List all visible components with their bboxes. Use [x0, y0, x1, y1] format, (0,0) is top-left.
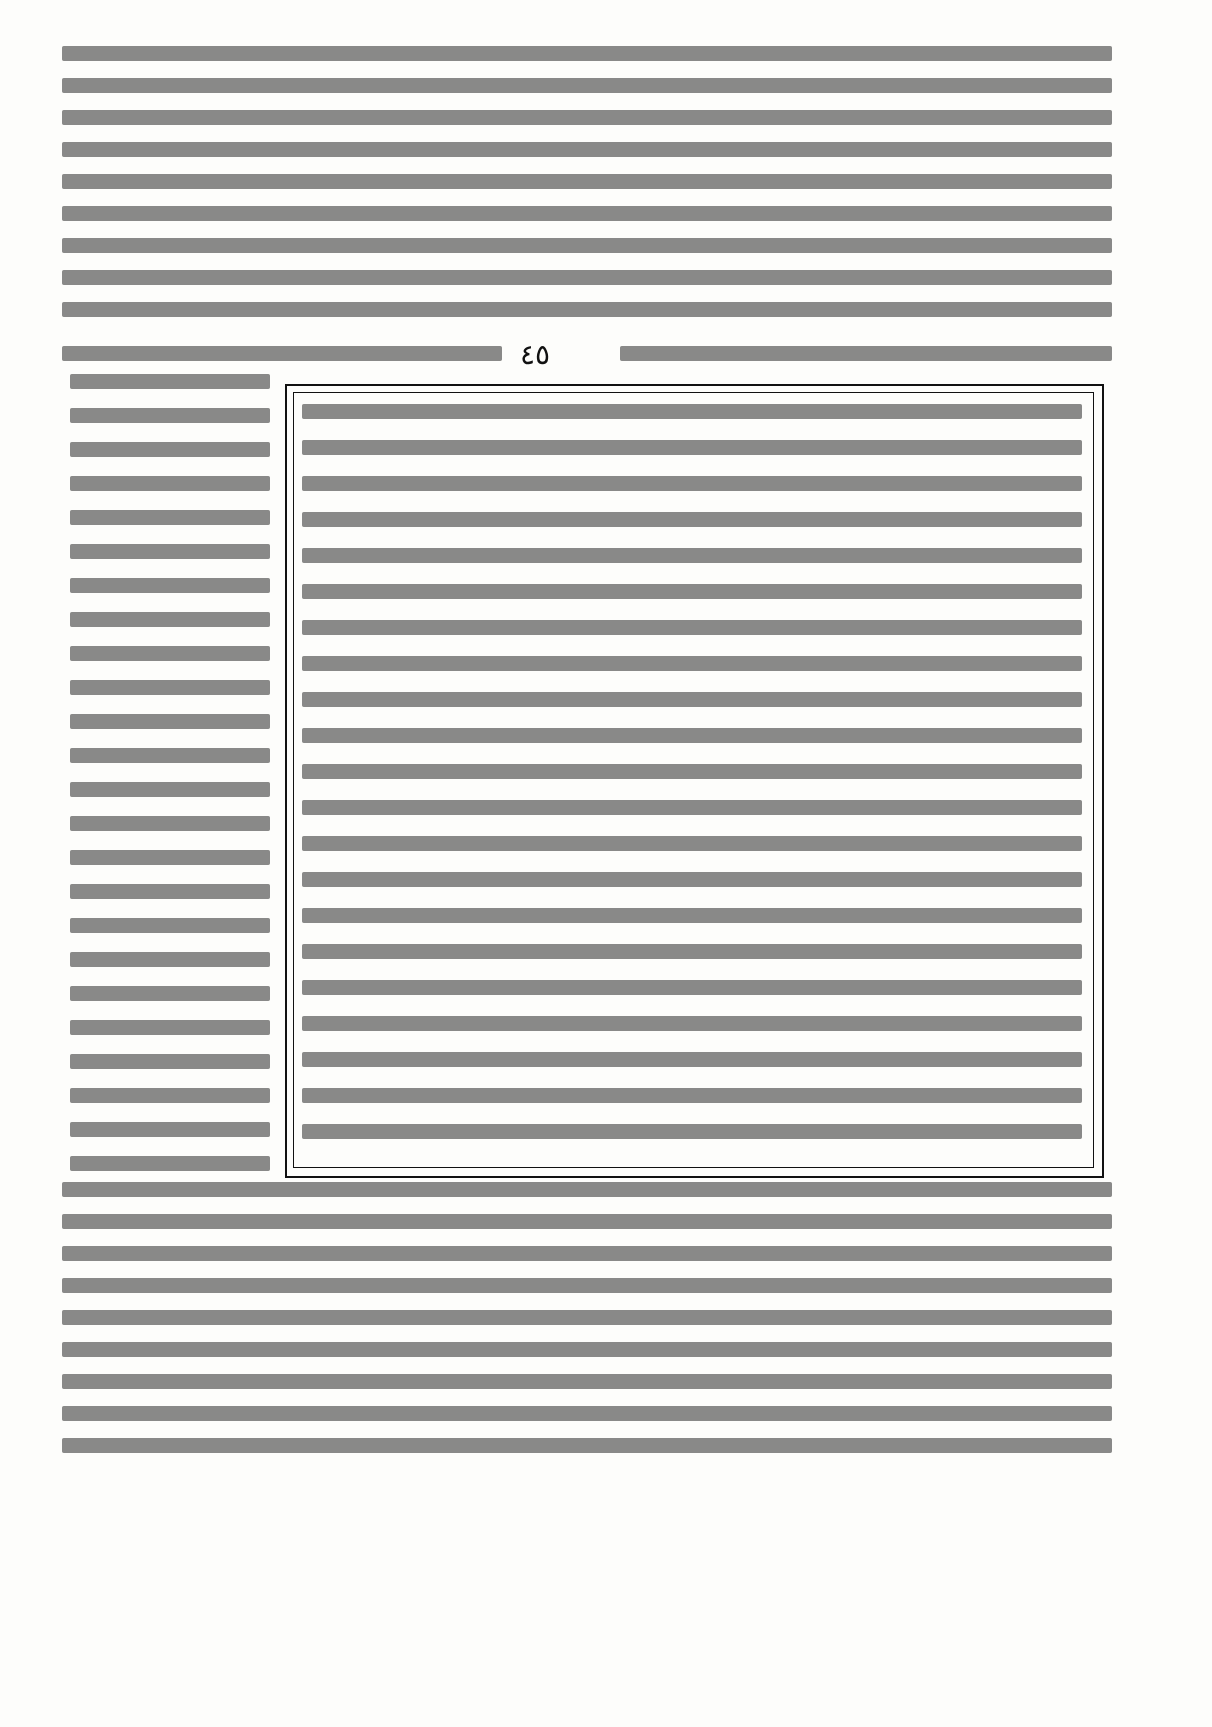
- text-line: [302, 440, 1082, 455]
- text-line: [302, 512, 1082, 527]
- text-line: [302, 404, 1082, 419]
- text-line: [70, 816, 270, 831]
- text-line: [62, 238, 1112, 253]
- text-line: [302, 584, 1082, 599]
- text-line: [62, 78, 1112, 93]
- text-line: [62, 1310, 1112, 1325]
- text-line: [70, 510, 270, 525]
- text-line: [70, 714, 270, 729]
- text-line: [70, 578, 270, 593]
- text-line: [620, 346, 1112, 361]
- text-line: [62, 110, 1112, 125]
- text-line: [70, 1054, 270, 1069]
- text-line: [70, 850, 270, 865]
- text-line: [70, 782, 270, 797]
- text-line: [302, 1124, 1082, 1139]
- text-line: [302, 1016, 1082, 1031]
- text-line: [70, 1122, 270, 1137]
- text-line: [302, 656, 1082, 671]
- text-line: [302, 620, 1082, 635]
- text-line: [62, 270, 1112, 285]
- text-line: [70, 476, 270, 491]
- text-line: [62, 302, 1112, 317]
- text-line: [62, 46, 1112, 61]
- text-line: [302, 836, 1082, 851]
- text-line: [62, 206, 1112, 221]
- header-line-right: [620, 346, 1112, 366]
- text-line: [302, 764, 1082, 779]
- text-line: [70, 408, 270, 423]
- text-line: [62, 1182, 1112, 1197]
- text-line: [62, 1214, 1112, 1229]
- text-line: [70, 1156, 270, 1171]
- text-line: [302, 1052, 1082, 1067]
- text-line: [70, 646, 270, 661]
- text-line: [62, 1406, 1112, 1421]
- text-line: [70, 918, 270, 933]
- text-line: [62, 346, 502, 361]
- text-line: [70, 1088, 270, 1103]
- text-line: [302, 800, 1082, 815]
- text-line: [302, 908, 1082, 923]
- text-line: [70, 748, 270, 763]
- text-line: [70, 544, 270, 559]
- text-line: [302, 728, 1082, 743]
- text-line: [70, 374, 270, 389]
- page-number: ٤٥: [520, 338, 551, 371]
- text-line: [302, 980, 1082, 995]
- header-line-left: [62, 346, 502, 366]
- text-line: [70, 986, 270, 1001]
- text-line: [62, 1246, 1112, 1261]
- text-line: [302, 548, 1082, 563]
- text-line: [302, 944, 1082, 959]
- text-line: [62, 1342, 1112, 1357]
- text-line: [70, 884, 270, 899]
- text-line: [62, 1438, 1112, 1453]
- bottom-text-block: [62, 1182, 1112, 1482]
- text-line: [302, 872, 1082, 887]
- text-line: [70, 612, 270, 627]
- text-line: [62, 142, 1112, 157]
- framed-text-block: [302, 404, 1082, 1154]
- text-line: [70, 1020, 270, 1035]
- text-line: [62, 1374, 1112, 1389]
- top-text-block: [62, 46, 1112, 376]
- margin-text-column: [70, 374, 270, 1184]
- text-line: [62, 1278, 1112, 1293]
- text-line: [302, 476, 1082, 491]
- text-line: [302, 692, 1082, 707]
- text-line: [302, 1088, 1082, 1103]
- text-line: [62, 174, 1112, 189]
- text-line: [70, 952, 270, 967]
- text-line: [70, 680, 270, 695]
- text-line: [70, 442, 270, 457]
